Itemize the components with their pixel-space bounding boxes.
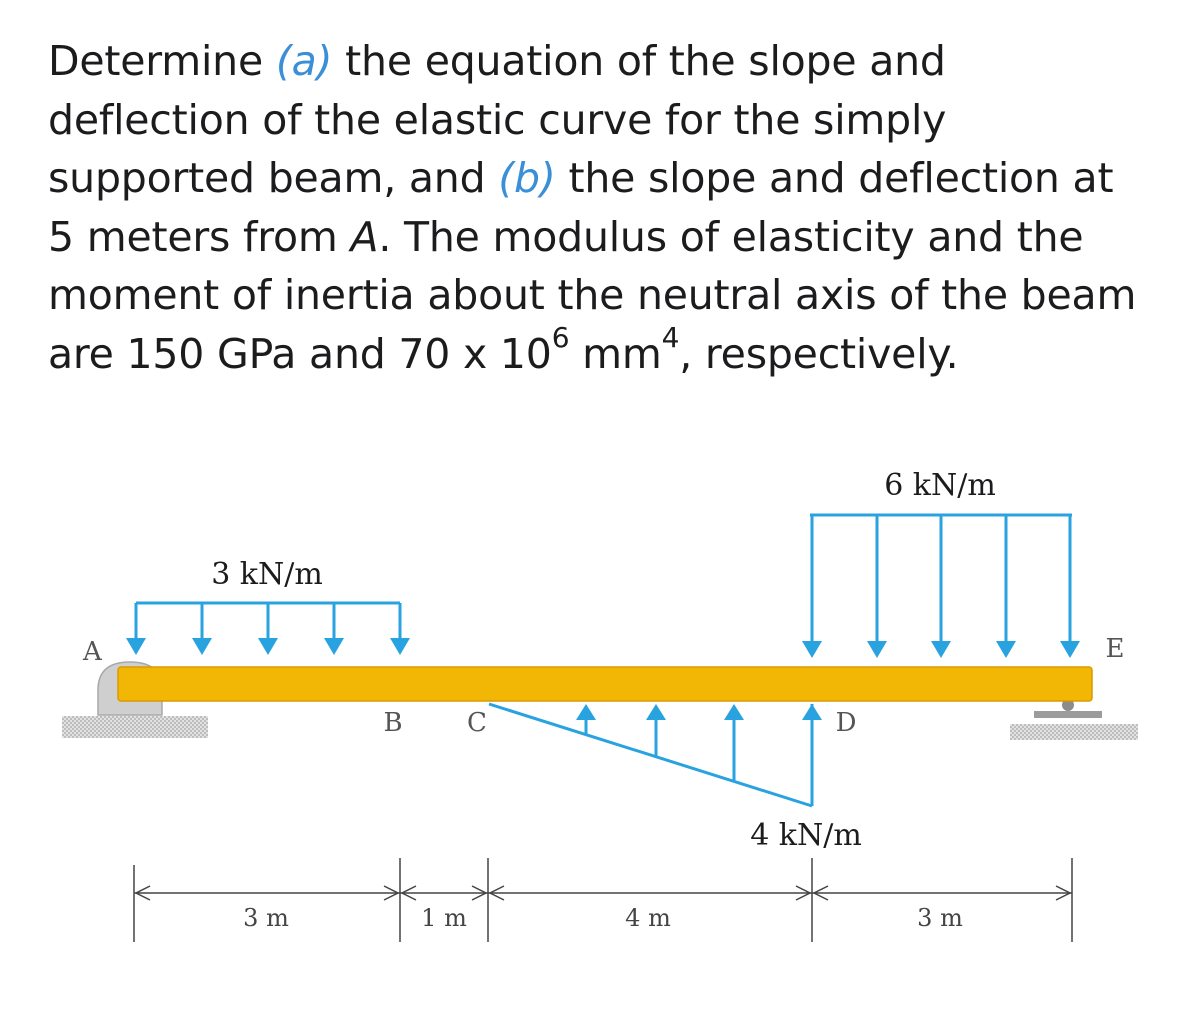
point-c-label: C	[467, 708, 487, 738]
problem-line-5: moment of inertia about the neutral axis of the beam	[48, 271, 1137, 319]
left-load-label: 3 kN/m	[211, 557, 323, 592]
point-a-reference: A	[350, 212, 379, 261]
load-arrow-icon	[576, 704, 596, 735]
exponent: 4	[661, 320, 680, 354]
load-arrow-icon	[996, 515, 1016, 658]
udl-left	[126, 603, 410, 655]
load-arrow-icon	[258, 603, 278, 655]
problem-text-segment: are 150 GPa and 70 x 10	[48, 329, 552, 378]
right-ground	[1010, 724, 1138, 740]
dimension-label-3: 4 m	[625, 904, 671, 932]
part-b-label: (b)	[498, 154, 556, 202]
problem-text-segment: the slope and deflection at	[555, 154, 1114, 202]
problem-line-2: deflection of the elastic curve for the simply	[48, 95, 947, 144]
left-ground	[62, 716, 208, 738]
right-load-label: 6 kN/m	[884, 468, 996, 503]
load-arrow-icon	[802, 704, 822, 720]
roller-support-icon	[1034, 699, 1102, 718]
problem-text-segment: the equation of the slope and	[332, 37, 946, 85]
load-arrow-icon	[390, 603, 410, 655]
part-a-label: (a)	[275, 37, 333, 85]
problem-text-segment: 5 meters from	[48, 212, 351, 261]
dimension-label-2: 1 m	[421, 904, 467, 932]
problem-text-segment: mm	[569, 329, 662, 378]
problem-text-segment: Determine	[48, 37, 276, 85]
udl-right	[802, 515, 1080, 658]
load-arrow-icon	[1060, 515, 1080, 658]
load-arrow-icon	[126, 603, 146, 655]
dimension-label-1: 3 m	[243, 904, 289, 932]
exponent: 6	[551, 320, 570, 354]
load-arrow-icon	[867, 515, 887, 658]
beam	[118, 667, 1092, 701]
load-arrow-icon	[802, 515, 822, 658]
problem-text-segment: . The modulus of elasticity and the	[378, 212, 1084, 261]
load-arrow-icon	[324, 603, 344, 655]
point-a-label: A	[83, 637, 102, 667]
problem-text-segment: , respectively.	[679, 329, 959, 378]
load-arrow-icon	[192, 603, 212, 655]
problem-text-segment: supported beam, and	[48, 154, 499, 202]
dimension-label-4: 3 m	[917, 904, 963, 932]
load-arrow-icon	[646, 704, 666, 757]
point-d-label: D	[835, 708, 857, 738]
triangular-load-label: 4 kN/m	[750, 818, 862, 853]
triangular-load	[489, 704, 822, 806]
load-arrow-icon	[931, 515, 951, 658]
point-e-label: E	[1105, 634, 1125, 664]
point-b-label: B	[383, 708, 403, 738]
load-arrow-icon	[724, 704, 744, 781]
